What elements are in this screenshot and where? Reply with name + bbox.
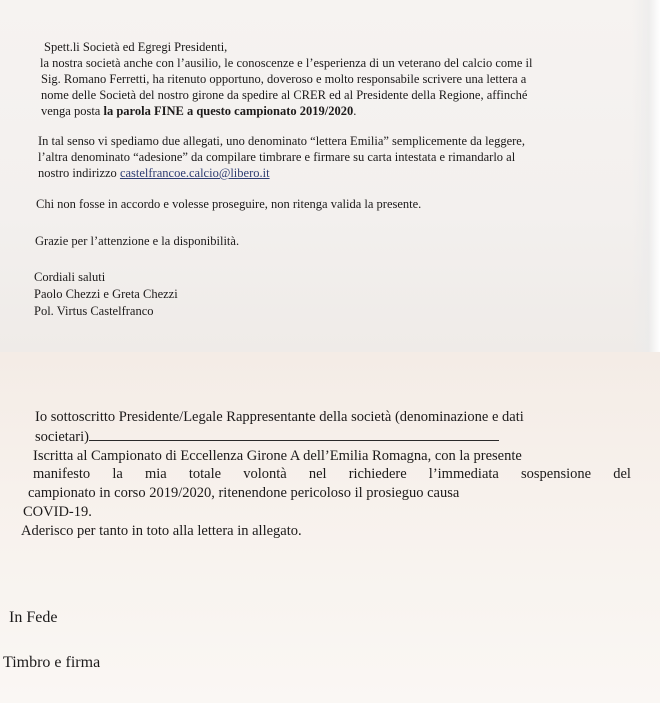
paragraph-1-emphasis: la parola FINE a questo campionato 2019/2020 [103,104,354,118]
form-line-6: COVID-19. [23,504,92,520]
form-word: del [613,466,631,482]
timbro-firma-label: Timbro e firma [3,654,101,671]
paragraph-3: Chi non fosse in accordo e volesse proseguire, non ritenga valida la presente. [36,197,422,211]
paragraph-1-line: Sig. Romano Ferretti, ha ritenuto opportuno, doveroso e molto responsabile scrivere una lettera a [41,72,527,86]
form-word: l’immediata [428,466,499,482]
club-name: Pol. Virtus Castelfranco [34,304,154,318]
adhesion-form-sheet [0,352,660,703]
form-societari-label: societari) [35,429,89,445]
form-word: mia [144,466,167,482]
form-line-5: campionato in corso 2019/2020, ritenendone pericoloso il prosieguo causa [28,485,460,501]
form-word: totale [188,466,222,482]
form-word: la [112,466,123,482]
email-link[interactable]: castelfrancoe.calcio@libero.it [119,166,270,180]
paragraph-1-last-line [41,103,356,119]
form-line-3: Iscritta al Campionato di Eccellenza Girone A dell’Emilia Romagna, con la presente [33,448,522,464]
paragraph-2-text: nostro indirizzo [38,166,120,180]
in-fede-label: In Fede [9,609,58,626]
salutation: Spett.li Società ed Egregi Presidenti, [44,40,228,54]
paragraph-2-line: l’altra denominato “adesione” da compilare timbrare e firmare su carta intestata e rimandarlo al [38,150,516,164]
form-word: volontà [243,466,287,482]
form-line-7: Aderisco per tanto in toto alla lettera in allegato. [21,523,302,539]
form-line-1: Io sottoscritto Presidente/Legale Rappresentante della società (denominazione e dati [35,409,524,425]
form-line-2 [35,428,499,446]
paragraph-1-line: la nostra società anche con l’ausilio, le conoscenze e l’esperienza di un veterano del calcio come il [40,56,533,70]
form-word: richiedere [348,466,407,482]
page-edge-shadow [632,0,660,352]
form-word: sospensione [521,466,592,482]
paragraph-2-last-line [38,165,270,181]
paragraph-1-period: . [353,104,357,118]
paragraph-1-text: venga posta [41,104,104,118]
form-line-4 [33,465,631,483]
signers: Paolo Chezzi e Greta Chezzi [34,287,178,301]
closing: Cordiali saluti [34,270,106,284]
form-word: manifesto [33,466,91,482]
paragraph-2-line: In tal senso vi spediamo due allegati, uno denominato “lettera Emilia” semplicemente da leggere, [38,134,525,148]
paragraph-4: Grazie per l’attenzione e la disponibilità. [35,234,240,248]
company-details-blank-field[interactable] [89,428,499,441]
form-word: nel [308,466,327,482]
paragraph-1-line: nome delle Società del nostro girone da spedire al CRER ed al Presidente della Regione, affinché [41,88,528,102]
